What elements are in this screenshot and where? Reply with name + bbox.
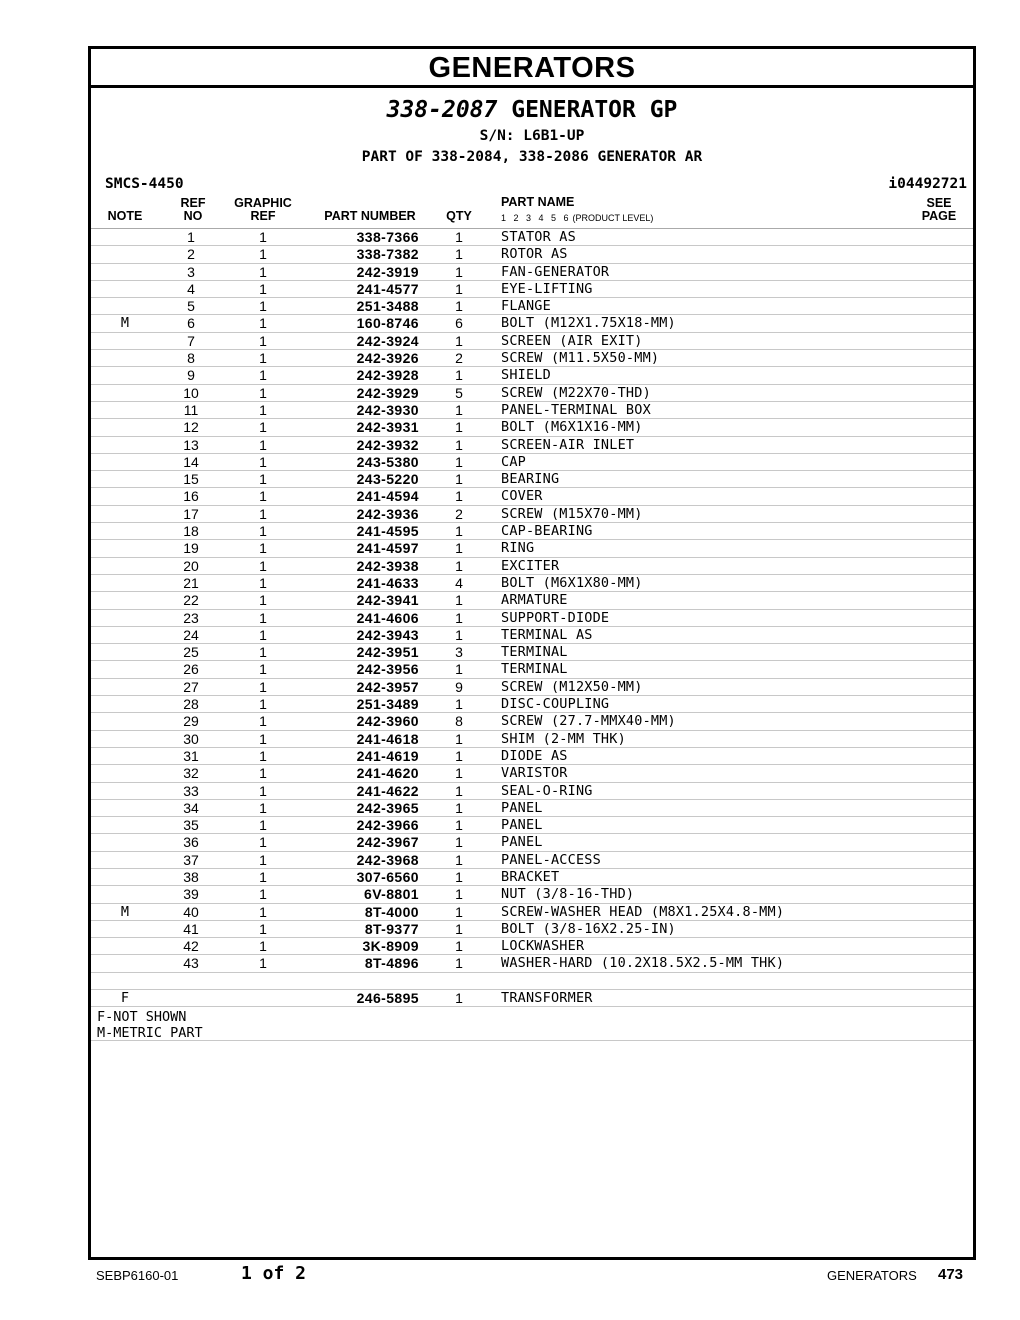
table-row	[91, 696, 973, 713]
row-qty: 1	[455, 523, 463, 540]
row-part-name: BOLT (M6X1X80-MM)	[501, 574, 643, 591]
row-ref-no: 30	[183, 730, 199, 747]
row-part-number: 160-8746	[356, 315, 419, 332]
table-row	[91, 644, 973, 661]
row-part-number: 241-4597	[356, 540, 419, 557]
row-part-name: BEARING	[501, 471, 560, 488]
row-part-name: FLANGE	[501, 298, 551, 315]
row-ref-no: 41	[183, 920, 199, 937]
product-level-scale: 1 2 3 4 5 6 (PRODUCT LEVEL)	[501, 213, 654, 223]
row-qty: 4	[455, 574, 463, 591]
row-part-number: 243-5380	[356, 453, 419, 470]
row-part-name: PANEL	[501, 817, 543, 834]
row-ref-no: 23	[183, 609, 199, 626]
table-row	[91, 592, 973, 609]
row-ref-no: 15	[183, 471, 199, 488]
row-qty: 1	[455, 920, 463, 937]
row-graphic-ref: 1	[259, 886, 267, 903]
row-part-name: SCREW (M12X50-MM)	[501, 678, 643, 695]
footer-page-number: 473	[938, 1266, 964, 1283]
row-qty: 1	[455, 401, 463, 418]
table-row	[91, 437, 973, 454]
row-ref-no: 7	[187, 332, 195, 349]
row-part-name: TERMINAL	[501, 661, 568, 678]
row-qty: 1	[455, 834, 463, 851]
row-note: F	[120, 990, 130, 1007]
row-graphic-ref: 1	[259, 696, 267, 713]
row-ref-no: 28	[183, 696, 199, 713]
row-part-number: 242-3943	[356, 626, 419, 643]
row-ref-no: 33	[183, 782, 199, 799]
row-qty: 2	[455, 505, 463, 522]
row-graphic-ref: 1	[259, 765, 267, 782]
row-graphic-ref: 1	[259, 661, 267, 678]
smcs-code: SMCS-4450	[105, 176, 184, 192]
row-graphic-ref: 1	[259, 609, 267, 626]
row-ref-no: 39	[183, 886, 199, 903]
row-graphic-ref: 1	[259, 488, 267, 505]
table-row	[91, 783, 973, 800]
row-ref-no: 35	[183, 817, 199, 834]
row-ref-no: 29	[183, 713, 199, 730]
row-graphic-ref: 1	[259, 523, 267, 540]
row-part-name: PANEL-TERMINAL BOX	[501, 401, 651, 418]
row-ref-no: 24	[183, 626, 199, 643]
table-row	[91, 454, 973, 471]
row-ref-no: 26	[183, 661, 199, 678]
table-row	[91, 800, 973, 817]
row-graphic-ref: 1	[259, 419, 267, 436]
serial-range: S/N: L6B1-UP	[479, 128, 585, 144]
row-part-number: 241-4620	[356, 765, 419, 782]
row-part-name: RING	[501, 540, 535, 557]
row-ref-no: 38	[183, 868, 199, 885]
row-graphic-ref: 1	[259, 920, 267, 937]
document-header	[91, 88, 973, 236]
row-graphic-ref: 1	[259, 401, 267, 418]
row-qty: 1	[455, 868, 463, 885]
row-graphic-ref: 1	[259, 747, 267, 764]
row-part-number: 242-3931	[356, 419, 419, 436]
row-part-number: 251-3488	[356, 298, 419, 315]
table-row	[91, 558, 973, 575]
row-graphic-ref: 1	[259, 713, 267, 730]
row-qty: 1	[455, 626, 463, 643]
col-ref-no: REF NO	[180, 196, 206, 223]
row-ref-no: 4	[187, 280, 195, 297]
note-item: F-NOT SHOWN	[97, 1009, 187, 1026]
row-part-name: SCREW (27.7-MMX40-MM)	[501, 713, 676, 730]
row-graphic-ref: 1	[259, 557, 267, 574]
row-ref-no: 32	[183, 765, 199, 782]
row-qty: 1	[455, 263, 463, 280]
row-part-name: BOLT (3/8-16X2.25-IN)	[501, 920, 676, 937]
row-qty: 1	[455, 955, 463, 972]
row-part-number: 242-3932	[356, 436, 419, 453]
row-qty: 1	[455, 419, 463, 436]
row-ref-no: 1	[187, 229, 195, 245]
row-part-name: TERMINAL	[501, 644, 568, 661]
row-graphic-ref: 1	[259, 505, 267, 522]
row-part-number: 242-3960	[356, 713, 419, 730]
row-graphic-ref: 1	[259, 246, 267, 263]
row-ref-no: 34	[183, 799, 199, 816]
row-ref-no: 2	[187, 246, 195, 263]
row-ref-no: 36	[183, 834, 199, 851]
table-row	[91, 229, 973, 246]
table-row	[91, 973, 973, 990]
row-graphic-ref: 1	[259, 938, 267, 955]
row-part-number: 243-5220	[356, 471, 419, 488]
footer-page-of: 1 of 2	[241, 1263, 307, 1284]
row-part-name: SCREEN (AIR EXIT)	[501, 332, 643, 349]
row-part-name: NUT (3/8-16-THD)	[501, 886, 635, 903]
row-qty: 1	[455, 488, 463, 505]
row-ref-no: 27	[183, 678, 199, 695]
row-part-name: ROTOR AS	[501, 246, 568, 263]
col-part-number: PART NUMBER	[324, 209, 416, 223]
row-ref-no: 6	[187, 315, 195, 332]
row-part-number: 241-4633	[356, 574, 419, 591]
row-qty: 1	[455, 990, 463, 1007]
row-qty: 6	[455, 315, 463, 332]
row-part-number: 241-4594	[356, 488, 419, 505]
row-ref-no: 12	[183, 419, 199, 436]
row-part-name: CAP-BEARING	[501, 523, 593, 540]
footer-section: GENERATORS	[827, 1268, 917, 1283]
row-part-name: SHIELD	[501, 367, 551, 384]
row-part-name: TERMINAL AS	[501, 626, 593, 643]
row-part-number: 8T-9377	[364, 920, 419, 937]
row-qty: 5	[455, 384, 463, 401]
table-row	[91, 834, 973, 851]
row-ref-no: 11	[183, 401, 199, 418]
group-part-number: 338-2087	[386, 97, 498, 123]
row-ref-no: 17	[183, 505, 199, 522]
row-part-number: 242-3968	[356, 851, 419, 868]
table-row	[91, 955, 973, 972]
table-row	[91, 281, 973, 298]
table-row	[91, 402, 973, 419]
row-qty: 8	[455, 713, 463, 730]
row-graphic-ref: 1	[259, 574, 267, 591]
row-qty: 1	[455, 436, 463, 453]
row-part-number: 307-6560	[356, 868, 419, 885]
row-part-number: 242-3967	[356, 834, 419, 851]
row-graphic-ref: 1	[259, 851, 267, 868]
row-part-number: 241-4577	[356, 280, 419, 297]
row-part-number: 241-4622	[356, 782, 419, 799]
table-row	[91, 713, 973, 730]
row-part-name: BRACKET	[501, 868, 560, 885]
row-qty: 1	[455, 609, 463, 626]
row-part-number: 242-3938	[356, 557, 419, 574]
row-qty: 1	[455, 246, 463, 263]
table-row	[91, 298, 973, 315]
col-part-name: PART NAME	[501, 195, 575, 209]
row-ref-no: 21	[183, 574, 199, 591]
row-graphic-ref: 1	[259, 540, 267, 557]
table-row	[91, 350, 973, 367]
row-qty: 1	[455, 661, 463, 678]
row-qty: 1	[455, 851, 463, 868]
row-part-number: 242-3919	[356, 263, 419, 280]
row-part-name: SCREW-WASHER HEAD (M8X1.25X4.8-MM)	[501, 903, 785, 920]
table-row	[91, 264, 973, 281]
table-row	[91, 748, 973, 765]
row-part-name: STATOR AS	[501, 229, 576, 245]
row-part-number: 242-3936	[356, 505, 419, 522]
document-id: i04492721	[888, 176, 967, 192]
row-qty: 3	[455, 644, 463, 661]
row-part-number: 242-3941	[356, 592, 419, 609]
table-row	[91, 852, 973, 869]
table-row	[91, 419, 973, 436]
row-graphic-ref: 1	[259, 280, 267, 297]
row-ref-no: 42	[183, 938, 199, 955]
row-part-number: 241-4619	[356, 747, 419, 764]
parts-table	[91, 228, 973, 1041]
row-ref-no: 9	[187, 367, 195, 384]
row-part-name: SCREEN-AIR INLET	[501, 436, 635, 453]
row-ref-no: 3	[187, 263, 195, 280]
row-graphic-ref: 1	[259, 384, 267, 401]
row-part-number: 242-3928	[356, 367, 419, 384]
row-qty: 1	[455, 453, 463, 470]
row-part-name: COVER	[501, 488, 543, 505]
row-part-number: 241-4595	[356, 523, 419, 540]
row-graphic-ref: 1	[259, 298, 267, 315]
row-ref-no: 5	[187, 298, 195, 315]
footer-doc-code: SEBP6160-01	[96, 1268, 179, 1283]
table-row	[91, 367, 973, 384]
row-part-name: SCREW (M15X70-MM)	[501, 505, 643, 522]
row-graphic-ref: 1	[259, 678, 267, 695]
col-note: NOTE	[107, 209, 143, 223]
table-row	[91, 333, 973, 350]
row-qty: 1	[455, 280, 463, 297]
row-qty: 1	[455, 765, 463, 782]
col-qty: QTY	[446, 209, 472, 223]
row-part-name: SCREW (M11.5X50-MM)	[501, 350, 660, 367]
table-row	[91, 938, 973, 955]
row-graphic-ref: 1	[259, 263, 267, 280]
row-part-number: 242-3926	[356, 350, 419, 367]
col-see-page: SEE PAGE	[921, 196, 957, 223]
table-row	[91, 731, 973, 748]
row-graphic-ref: 1	[259, 834, 267, 851]
row-qty: 2	[455, 350, 463, 367]
row-ref-no: 22	[183, 592, 199, 609]
row-graphic-ref: 1	[259, 782, 267, 799]
row-qty: 1	[455, 557, 463, 574]
row-part-name: ARMATURE	[501, 592, 568, 609]
row-ref-no: 20	[183, 557, 199, 574]
table-row	[91, 610, 973, 627]
row-ref-no: 31	[183, 747, 199, 764]
page-footer	[0, 1262, 1020, 1292]
row-note: M	[120, 315, 130, 332]
table-row	[91, 575, 973, 592]
row-qty: 1	[455, 799, 463, 816]
row-graphic-ref: 1	[259, 730, 267, 747]
row-qty: 1	[455, 298, 463, 315]
table-row	[91, 817, 973, 834]
row-part-name: PANEL	[501, 799, 543, 816]
row-part-number: 242-3929	[356, 384, 419, 401]
row-qty: 1	[455, 540, 463, 557]
row-ref-no: 8	[187, 350, 195, 367]
row-graphic-ref: 1	[259, 229, 267, 245]
row-graphic-ref: 1	[259, 367, 267, 384]
part-of-line: PART OF 338-2084, 338-2086 GENERATOR AR	[361, 149, 703, 165]
table-row	[91, 627, 973, 644]
row-graphic-ref: 1	[259, 817, 267, 834]
row-qty: 1	[455, 696, 463, 713]
row-part-name: VARISTOR	[501, 765, 568, 782]
row-part-name: FAN-GENERATOR	[501, 263, 610, 280]
row-graphic-ref: 1	[259, 592, 267, 609]
row-part-name: LOCKWASHER	[501, 938, 585, 955]
table-row	[91, 540, 973, 557]
row-part-number: 242-3951	[356, 644, 419, 661]
page-title	[91, 96, 973, 124]
row-graphic-ref: 1	[259, 799, 267, 816]
row-part-number: 6V-8801	[364, 886, 419, 903]
table-row	[91, 471, 973, 488]
table-row	[91, 765, 973, 782]
row-part-name: BOLT (M12X1.75X18-MM)	[501, 315, 676, 332]
row-graphic-ref: 1	[259, 903, 267, 920]
table-row	[91, 661, 973, 678]
table-row	[91, 904, 973, 921]
row-qty: 1	[455, 903, 463, 920]
group-part-name: GENERATOR GP	[511, 97, 678, 123]
row-part-name: WASHER-HARD (10.2X18.5X2.5-MM THK)	[501, 955, 785, 972]
row-qty: 1	[455, 747, 463, 764]
row-part-number: 8T-4896	[364, 955, 419, 972]
row-part-name: EXCITER	[501, 557, 560, 574]
section-title: GENERATORS	[91, 49, 973, 88]
notes-legend	[91, 1007, 973, 1041]
row-part-name: DISC-COUPLING	[501, 696, 610, 713]
row-part-number: 8T-4000	[364, 903, 419, 920]
table-row	[91, 315, 973, 332]
row-ref-no: 25	[183, 644, 199, 661]
row-ref-no: 10	[183, 384, 199, 401]
row-part-name: EYE-LIFTING	[501, 280, 593, 297]
table-row	[91, 921, 973, 938]
row-part-number: 338-7382	[356, 246, 419, 263]
row-part-name: BOLT (M6X1X16-MM)	[501, 419, 643, 436]
row-ref-no: 43	[183, 955, 199, 972]
row-ref-no: 16	[183, 488, 199, 505]
table-row	[91, 488, 973, 505]
row-part-number: 3K-8909	[362, 938, 419, 955]
row-graphic-ref: 1	[259, 626, 267, 643]
row-graphic-ref: 1	[259, 436, 267, 453]
row-graphic-ref: 1	[259, 868, 267, 885]
row-part-name: SHIM (2-MM THK)	[501, 730, 626, 747]
row-part-name: CAP	[501, 453, 526, 470]
row-part-number: 242-3957	[356, 678, 419, 695]
row-qty: 1	[455, 886, 463, 903]
row-part-number: 242-3956	[356, 661, 419, 678]
row-part-name: PANEL-ACCESS	[501, 851, 601, 868]
row-part-number: 338-7366	[356, 229, 419, 245]
row-ref-no: 40	[183, 903, 199, 920]
note-item: M-METRIC PART	[97, 1024, 203, 1041]
row-ref-no: 14	[183, 453, 199, 470]
row-part-name: PANEL	[501, 834, 543, 851]
table-row	[91, 246, 973, 263]
row-graphic-ref: 1	[259, 644, 267, 661]
row-graphic-ref: 1	[259, 315, 267, 332]
row-graphic-ref: 1	[259, 471, 267, 488]
row-part-name: DIODE AS	[501, 747, 568, 764]
row-part-number: 246-5895	[356, 990, 419, 1007]
row-qty: 1	[455, 471, 463, 488]
row-graphic-ref: 1	[259, 955, 267, 972]
table-row	[91, 523, 973, 540]
row-ref-no: 19	[183, 540, 199, 557]
row-part-number: 241-4618	[356, 730, 419, 747]
row-qty: 1	[455, 938, 463, 955]
table-row	[91, 990, 973, 1007]
row-qty: 1	[455, 229, 463, 245]
row-part-number: 241-4606	[356, 609, 419, 626]
row-qty: 1	[455, 592, 463, 609]
row-note: M	[120, 903, 130, 920]
table-row	[91, 679, 973, 696]
row-part-name: TRANSFORMER	[501, 990, 593, 1007]
table-row	[91, 869, 973, 886]
row-part-number: 242-3924	[356, 332, 419, 349]
row-part-number: 251-3489	[356, 696, 419, 713]
row-graphic-ref: 1	[259, 332, 267, 349]
table-row	[91, 506, 973, 523]
row-ref-no: 18	[183, 523, 199, 540]
table-row	[91, 385, 973, 402]
row-graphic-ref: 1	[259, 453, 267, 470]
page-frame	[88, 46, 976, 1260]
table-row	[91, 886, 973, 903]
row-part-name: SCREW (M22X70-THD)	[501, 384, 651, 401]
col-graphic-ref: GRAPHIC REF	[234, 196, 292, 223]
row-part-name: SEAL-O-RING	[501, 782, 593, 799]
row-qty: 1	[455, 730, 463, 747]
row-qty: 1	[455, 367, 463, 384]
row-graphic-ref: 1	[259, 350, 267, 367]
row-qty: 1	[455, 782, 463, 799]
row-part-number: 242-3930	[356, 401, 419, 418]
row-part-number: 242-3965	[356, 799, 419, 816]
row-qty: 1	[455, 332, 463, 349]
row-part-name: SUPPORT-DIODE	[501, 609, 610, 626]
row-qty: 1	[455, 817, 463, 834]
row-ref-no: 13	[183, 436, 199, 453]
row-part-number: 242-3966	[356, 817, 419, 834]
row-qty: 9	[455, 678, 463, 695]
row-ref-no: 37	[183, 851, 199, 868]
